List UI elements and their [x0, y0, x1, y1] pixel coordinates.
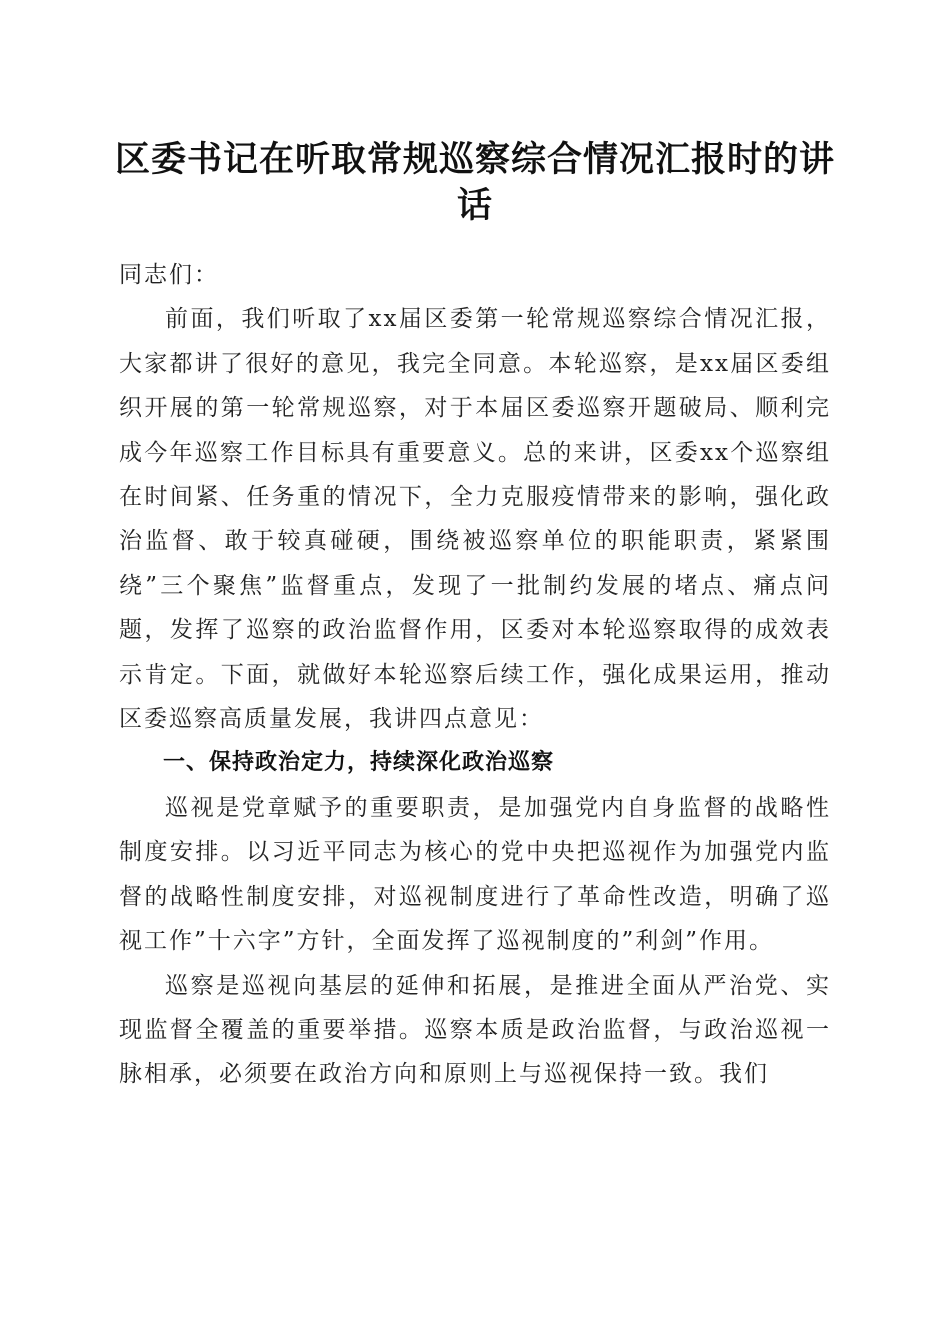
salutation: 同志们： — [119, 262, 219, 288]
document-body — [119, 253, 831, 1097]
paragraph-intro: 前面，我们听取了xx届区委第一轮常规巡察综合情况汇报，大家都讲了很好的意见，我完全同意。本轮巡察，是xx届区委组织开展的第一轮常规巡察，对于本届区委巡察开题破局、顺利完成今年巡察工作目标具有重要意义。总的来讲，区委xx个巡察组在时间紧、任务重的情况下，全力克服疫情带来的影响，强化政治监督、敢于较真碰硬，围绕被巡察单位的职能职责，紧紧围绕”三个聚焦”监督重点，发现了一批制约发展的堵点、痛点问题，发挥了巡察的政治监督作用，区委对本轮巡察取得的成效表示肯定。下面，就做好本轮巡察后续工作，强化成果运用，推动区委巡察高质量发展，我讲四点意见： — [119, 306, 831, 733]
paragraph-inspection: 巡视是党章赋予的重要职责，是加强党内自身监督的战略性制度安排。以习近平同志为核心的党中央把巡视作为加强党内监督的战略性制度安排，对巡视制度进行了革命性改造，明确了巡视工作”十六字”方针，全面发挥了巡视制度的”利剑”作用。 — [119, 794, 831, 955]
document-title: 区委书记在听取常规巡察综合情况汇报时的讲话 — [114, 139, 835, 226]
section-heading: 一、保持政治定力，持续深化政治巡察 — [163, 750, 555, 776]
paragraph-patrol: 巡察是巡视向基层的延伸和拓展，是推进全面从严治党、实现监督全覆盖的重要举措。巡察本质是政治监督，与政治巡视一脉相承，必须要在政治方向和原则上与巡视保持一致。我们 — [119, 972, 831, 1088]
